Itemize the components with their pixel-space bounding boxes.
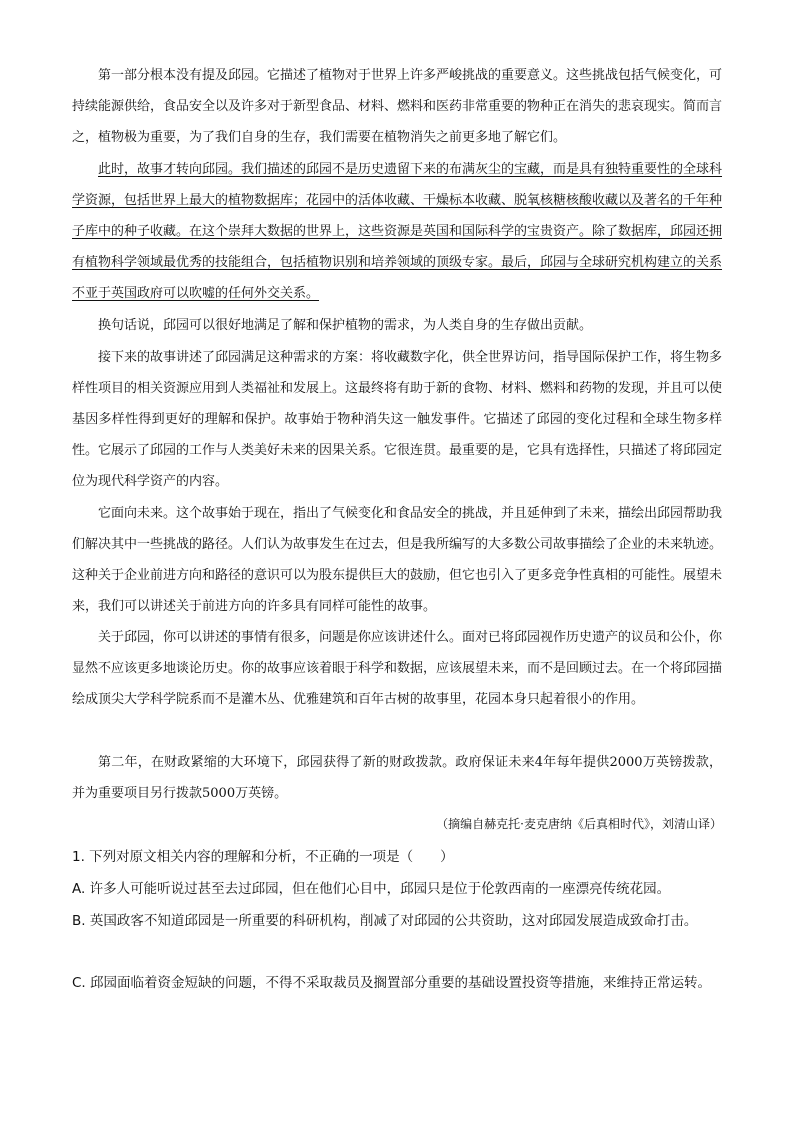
question-stem: 1. 下列对原文相关内容的理解和分析，不正确的一项是（ ）: [72, 849, 454, 865]
paragraph-2-underlined: 此时，故事才转向邱园。我们描述的邱园不是历史遗留下来的布满灰尘的宝藏，而是具有独特重要性的全球科学资源，包括世界上最大的植物数据库；花园中的活体收藏、干燥标本收藏、脱氧核糖核酸收藏以及著名的千年种子库中的种子收藏。在这个崇拜大数据的世界上，这些资源是英国和国际科学的宝贵资产。除了数据库，邱园还拥有植物科学领域最优秀的技能组合，包括植物识别和培养领域的顶级专家。最后，邱园与全球研究机构建立的关系不亚于英国政府可以吹嘘的任何外交关系。: [72, 162, 723, 301]
paragraph-4: 接下来的故事讲述了邱园满足这种需求的方案：将收藏数字化，供全世界访问，指导国际保护工作，将生物多样性项目的相关资源应用到人类福祉和发展上。这最终将有助于新的食物、材料、燃料和药物的发现，并且可以使基因多样性得到更好的理解和保护。故事始于物种消失这一触发事件。它描述了邱园的变化过程和全球生物多样性。它展示了邱园的工作与人类美好未来的因果关系。它很连贯。最重要的是，它具有选择性，只描述了将邱园定位为现代科学资产的内容。: [72, 350, 723, 489]
option-c: C. 邱园面临着资金短缺的问题，不得不采取裁员及搁置部分重要的基础设置投资等措施，来维持正常运转。: [72, 975, 712, 991]
paragraph-1: 第一部分根本没有提及邱园。它描述了植物对于世界上许多严峻挑战的重要意义。这些挑战包括气候变化，可持续能源供给，食品安全以及许多对于新型食品、材料、燃料和医药非常重要的物种正在消失的悲哀现实。简而言之，植物极为重要，为了我们自身的生存，我们需要在植物消失之前更多地了解它们。: [72, 68, 723, 145]
option-a: A. 许多人可能听说过甚至去过邱园，但在他们心目中，邱园只是位于伦敦西南的一座漂亮传统花园。: [72, 881, 671, 897]
source-citation: （摘编自赫克托·麦克唐纳《后真相时代》，刘清山译）: [436, 817, 722, 831]
paragraph-5: 它面向未来。这个故事始于现在，指出了气候变化和食品安全的挑战，并且延伸到了未来，描绘出邱园帮助我们解决其中一些挑战的路径。人们认为故事发生在过去，但是我所编写的大多数公司故事描绘了企业的未来轨迹。这种关于企业前进方向和路径的意识可以为股东提供巨大的鼓励，但它也引入了更多竞争性真相的可能性。展望未来，我们可以讲述关于前进方向的许多具有同样可能性的故事。: [72, 506, 723, 614]
option-b: B. 英国政客不知道邱园是一所重要的科研机构，削减了对邱园的公共资助，这对邱园发展造成致命打击。: [72, 913, 698, 929]
paragraph-7: 第二年，在财政紧缩的大环境下，邱园获得了新的财政拨款。政府保证未来4年每年提供2000万英镑拨款，并为重要项目另行拨款5000万英镑。: [72, 755, 722, 801]
paragraph-6: 关于邱园，你可以讲述的事情有很多，问题是你应该讲述什么。面对已将邱园视作历史遗产的议员和公仆，你显然不应该更多地谈论历史。你的故事应该着眼于科学和数据，应该展望未来，而不是回顾过去。在一个将邱园描绘成顶尖大学科学院系而不是灌木丛、优雅建筑和百年古树的故事里，花园本身只起着很小的作用。: [72, 630, 723, 707]
paragraph-3: 换句话说，邱园可以很好地满足了解和保护植物的需求，为人类自身的生存做出贡献。: [98, 318, 593, 333]
